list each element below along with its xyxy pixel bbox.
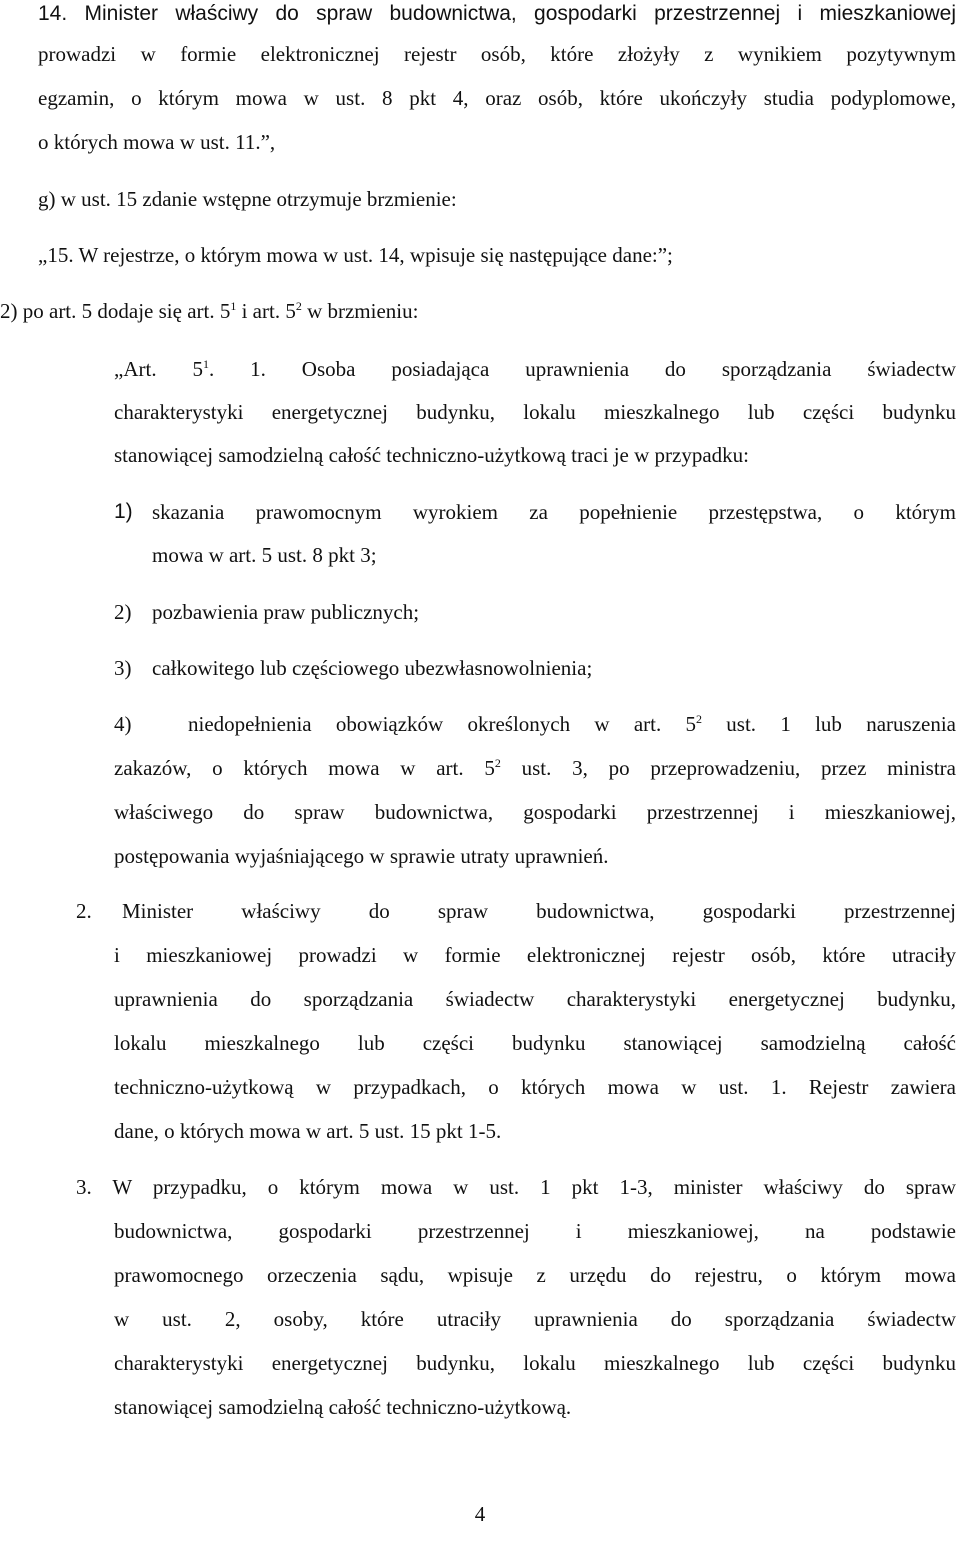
list-item-number: 3) — [114, 656, 132, 680]
page-number: 4 — [474, 1502, 486, 1526]
article-heading-line — [114, 355, 956, 383]
list-item-number: 1) — [114, 500, 133, 523]
list-item-text — [188, 710, 956, 738]
text-line: lokalu mieszkalnego lub części budynku stanowiącej samodzielną całość — [114, 1031, 956, 1055]
text-span: w brzmieniu: — [301, 299, 419, 323]
superscript: 1 — [230, 299, 237, 313]
text-line: w ust. 2, osoby, które utraciły uprawnienia do sporządzania świadectw — [114, 1307, 956, 1331]
list-item-text: właściwego do spraw budownictwa, gospodarki przestrzennej i mieszkaniowej, — [114, 800, 956, 824]
text-line: stanowiącej samodzielną całość techniczno-użytkową traci je w przypadku: — [114, 443, 749, 467]
text-line: dane, o których mowa w art. 5 ust. 15 pkt 1-5. — [114, 1119, 502, 1143]
text-line: g) w ust. 15 zdanie wstępne otrzymuje brzmienie: — [38, 187, 457, 211]
list-item-text: mowa w art. 5 ust. 8 pkt 3; — [152, 543, 377, 567]
text-line: stanowiącej samodzielną całość techniczno-użytkową. — [114, 1395, 572, 1419]
text-line: prawomocnego orzeczenia sądu, wpisuje z urzędu do rejestru, o którym mowa — [114, 1263, 956, 1287]
text-span: „Art. 5 — [114, 357, 203, 381]
text-line: egzamin, o którym mowa w ust. 8 pkt 4, oraz osób, które ukończyły studia podyplomowe, — [38, 86, 956, 110]
text-line: 3. W przypadku, o którym mowa w ust. 1 pkt 1-3, minister właściwy do spraw — [76, 1175, 956, 1199]
text-line: prowadzi w formie elektronicznej rejestr osób, które złożyły z wynikiem pozytywnym — [38, 42, 956, 66]
text-line: Minister właściwy do spraw budownictwa, gospodarki przestrzennej — [122, 899, 956, 923]
text-span: niedopełnienia obowiązków określonych w art. 5 — [188, 712, 697, 736]
text-line: charakterystyki energetycznej budynku, lokalu mieszkalnego lub części budynku — [114, 400, 956, 424]
superscript: 2 — [295, 299, 302, 313]
text-line: charakterystyki energetycznej budynku, lokalu mieszkalnego lub części budynku — [114, 1351, 956, 1375]
text-span: ust. 3, po przeprowadzeniu, przez ministra — [500, 756, 956, 780]
list-item-text — [114, 754, 956, 782]
text-span: 2) po art. 5 dodaje się art. 5 — [0, 299, 231, 323]
list-item-number: 2) — [114, 600, 132, 624]
list-item-number: 4) — [114, 712, 132, 736]
list-item-text: skazania prawomocnym wyrokiem za popełnienie przestępstwa, o którym — [152, 500, 956, 524]
text-span: i art. 5 — [236, 299, 296, 323]
list-item-text: całkowitego lub częściowego ubezwłasnowolnienia; — [152, 656, 593, 680]
text-line — [0, 297, 418, 325]
text-span: ust. 1 lub naruszenia — [702, 712, 956, 736]
text-line: budownictwa, gospodarki przestrzennej i mieszkaniowej, na podstawie — [114, 1219, 956, 1243]
list-item-text: postępowania wyjaśniającego w sprawie utraty uprawnień. — [114, 844, 609, 868]
superscript: 2 — [494, 756, 501, 770]
text-span: . 1. Osoba posiadająca uprawnienia do sporządzania świadectw — [208, 357, 956, 381]
text-line: i mieszkaniowej prowadzi w formie elektronicznej rejestr osób, które utraciły — [114, 943, 956, 967]
text-line: uprawnienia do sporządzania świadectw charakterystyki energetycznej budynku, — [114, 987, 956, 1011]
list-item-text: pozbawienia praw publicznych; — [152, 600, 420, 624]
superscript: 2 — [696, 712, 703, 726]
paragraph-number: 2. — [76, 899, 92, 923]
superscript: 1 — [202, 357, 209, 371]
text-line: techniczno-użytkową w przypadkach, o których mowa w ust. 1. Rejestr zawiera — [114, 1075, 956, 1099]
text-span: zakazów, o których mowa w art. 5 — [114, 756, 495, 780]
text-line: o których mowa w ust. 11.”, — [38, 130, 276, 154]
text-line: „15. W rejestrze, o którym mowa w ust. 14, wpisuje się następujące dane:”; — [38, 243, 673, 267]
text-line: 14. Minister właściwy do spraw budownictwa, gospodarki przestrzennej i mieszkaniowej — [38, 2, 956, 25]
